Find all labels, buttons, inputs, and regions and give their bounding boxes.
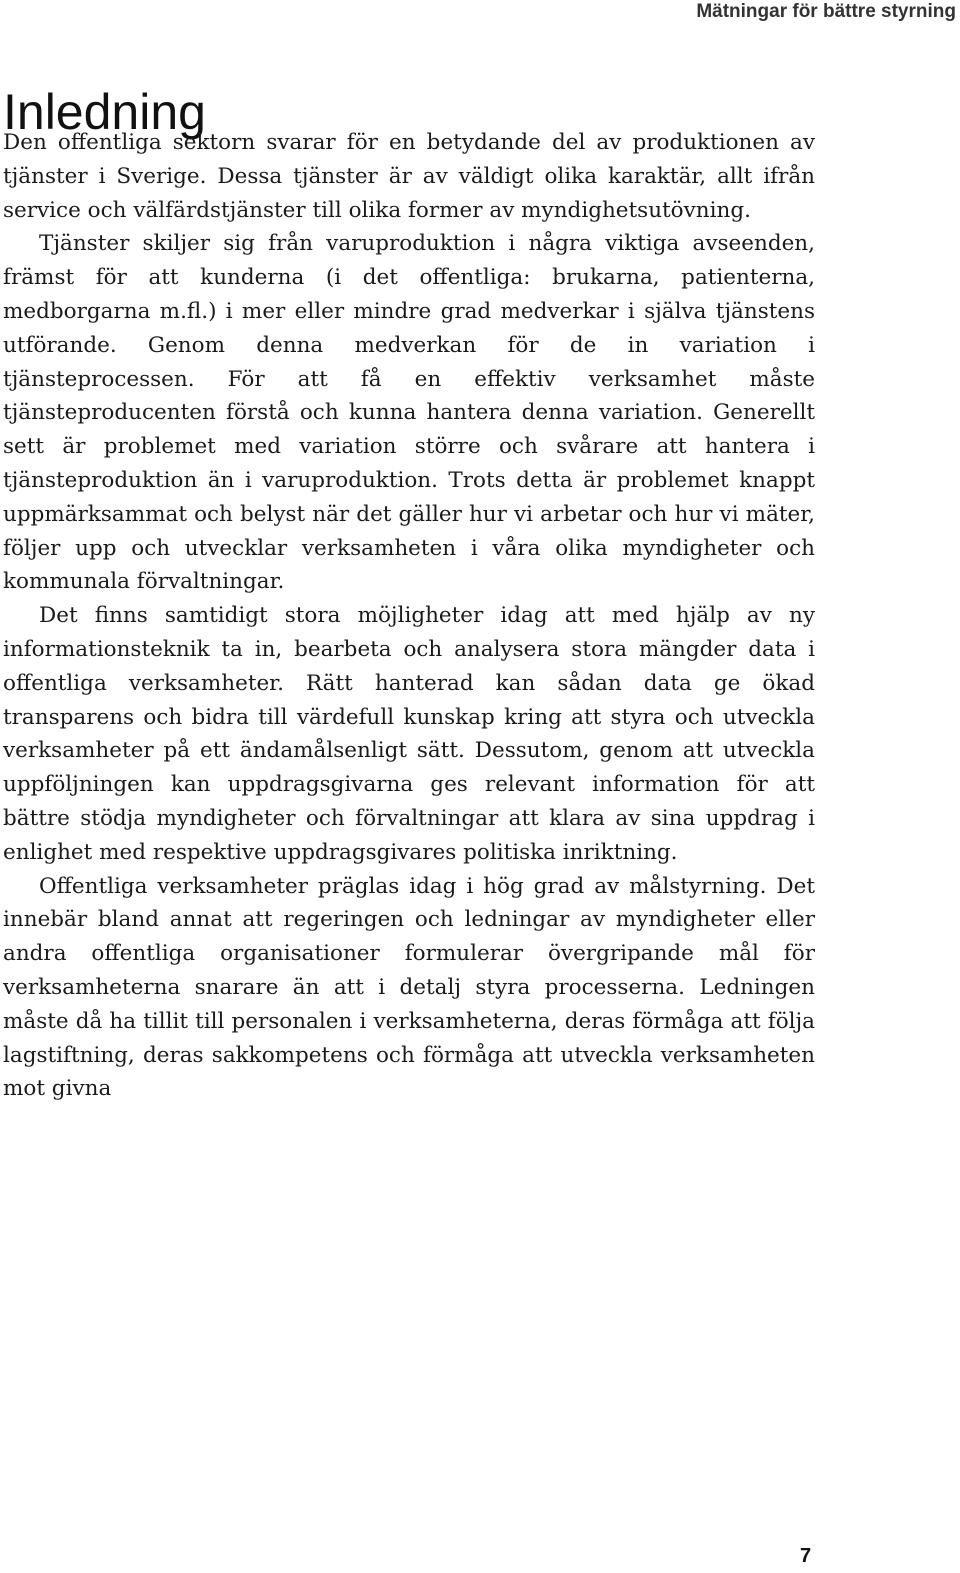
paragraph-2: Tjänster skiljer sig från varuproduktion i några viktiga avseenden, främst för att kunderna (i det offentliga: brukarna, patienterna, medborgarna m.fl.) i mer eller mindre grad medverkar i själva tjänstens utförande. Genom denna medverkan för de in variation i tjänsteprocessen. För att få en effektiv verksamhet måste tjänsteproducenten förstå och kunna hantera denna variation. Generellt sett är problemet med variation större och svårare att hantera i tjänsteproduktion än i varuproduktion. Trots detta är problemet knappt uppmärksammat och belyst när det gäller hur vi arbetar och hur vi mäter, följer upp och utvecklar verksamheten i våra olika myndigheter och kommunala förvaltningar. — [3, 231, 815, 595]
page-number: 7 — [800, 1545, 812, 1567]
running-header: Mätningar för bättre styrning — [696, 1, 956, 22]
paragraph-1: Den offentliga sektorn svarar för en betydande del av produktionen av tjänster i Sverige. Dessa tjänster är av väldigt olika karaktär, allt ifrån service och välfärdstjänster till olika former av myndighetsutövning. — [3, 130, 815, 223]
chapter-title: Inledning — [3, 84, 206, 140]
body-text — [3, 126, 815, 1106]
paragraph-3: Det finns samtidigt stora möjligheter idag att med hjälp av ny informationsteknik ta in, bearbeta och analysera stora mängder data i offentliga verksamheter. Rätt hanterad kan sådan data ge ökad transparens och bidra till värdefull kunskap kring att styra och utveckla verksamheter på ett ändamålsenligt sätt. Dessutom, genom att utveckla uppföljningen kan uppdragsgivarna ges relevant information för att bättre stödja myndigheter och förvaltningar att klara av sina uppdrag i enlighet med respektive uppdragsgivares politiska inriktning. — [3, 603, 815, 865]
paragraph-4: Offentliga verksamheter präglas idag i hög grad av målstyrning. Det innebär bland annat att regeringen och ledningar av myndigheter eller andra offentliga organisationer formulerar övergripande mål för verksamheterna snarare än att i detalj styra processerna. Ledningen måste då ha tillit till personalen i verksamheterna, deras förmåga att följa lagstiftning, deras sakkompetens och förmåga att utveckla verksamheten mot givna — [3, 873, 815, 1102]
